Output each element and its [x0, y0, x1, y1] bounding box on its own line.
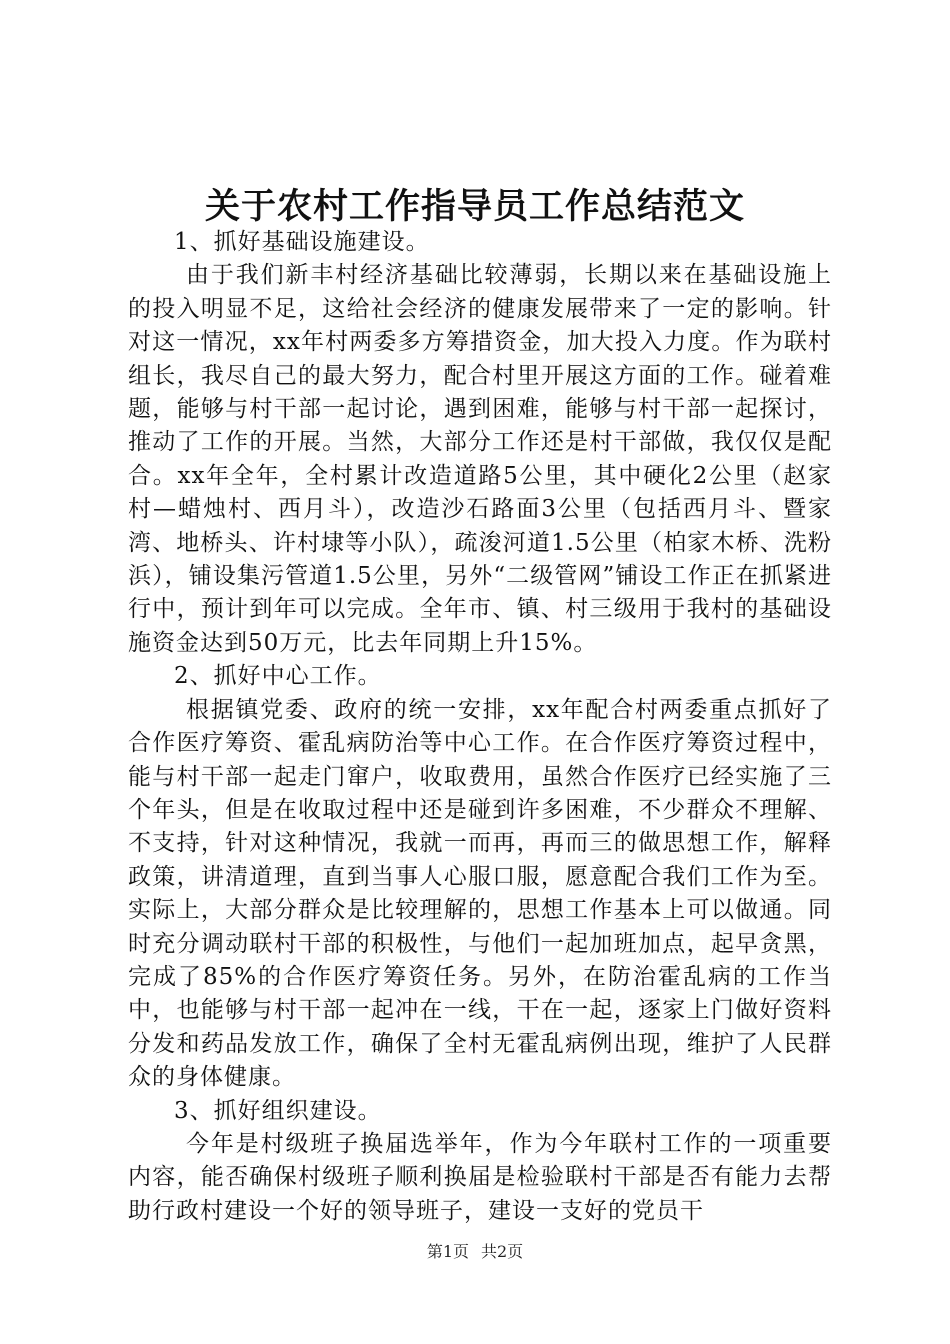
section-paragraph-1: 由于我们新丰村经济基础比较薄弱，长期以来在基础设施上的投入明显不足，这给社会经济的健康发展带来了一定的影响。针对这一情况，xx年村两委多方筹措资金，加大投入力度。作为联村组长，我尽自己的最大努力，配合村里开展这方面的工作。碰着难题，能够与村干部一起讨论，遇到困难，能够与村干部一起探讨，推动了工作的开展。当然，大部分工作还是村干部做，我仅仅是配合。xx年全年，全村累计改造道路5公里，其中硬化2公里（赵家村—蜡烛村、西月斗），改造沙石路面3公里（包括西月斗、暨家湾、地桥头、许村埭等小队），疏浚河道1.5公里（柏家木桥、洗粉浜），铺设集污管道1.5公里，另外“二级管网”铺设工作正在抓紧进行中，预计到年可以完成。全年市、镇、村三级用于我村的基础设施资金达到50万元，比去年同期上升15%。 — [128, 262, 832, 656]
page-footer — [0, 1241, 950, 1263]
section-heading-1: 1、抓好基础设施建设。 — [174, 229, 430, 255]
document-body — [128, 226, 832, 1228]
section-heading-3: 3、抓好组织建设。 — [174, 1097, 382, 1124]
page-number: 第1页 — [426, 1242, 469, 1261]
section-paragraph-2: 根据镇党委、政府的统一安排，xx年配合村两委重点抓好了合作医疗筹资、霍乱病防治等中心工作。在合作医疗筹资过程中，能与村干部一起走门窜户，收取费用，虽然合作医疗已经实施了三个年头，但是在收取过程中还是碰到许多困难，不少群众不理解、不支持，针对这种情况，我就一而再，再而三的做思想工作，解释政策，讲清道理，直到当事人心服口服，愿意配合我们工作为至。实际上，大部分群众是比较理解的，思想工作基本上可以做通。同时充分调动联村干部的积极性，与他们一起加班加点，起早贪黑，完成了85%的合作医疗筹资任务。另外，在防治霍乱病的工作当中，也能够与村干部一起冲在一线，干在一起，逐家上门做好资料分发和药品发放工作，确保了全村无霍乱病例出现，维护了人民群众的身体健康。 — [128, 696, 832, 1091]
section-paragraph-3: 今年是村级班子换届选举年，作为今年联村工作的一项重要内容，能否确保村级班子顺利换届是检验联村干部是否有能力去帮助行政村建设一个好的领导班子，建设一支好的党员干 — [128, 1130, 832, 1224]
document-title: 关于农村工作指导员工作总结范文 — [204, 187, 745, 227]
page-total: 共2页 — [481, 1242, 524, 1261]
section-heading-2: 2、抓好中心工作。 — [174, 663, 382, 690]
